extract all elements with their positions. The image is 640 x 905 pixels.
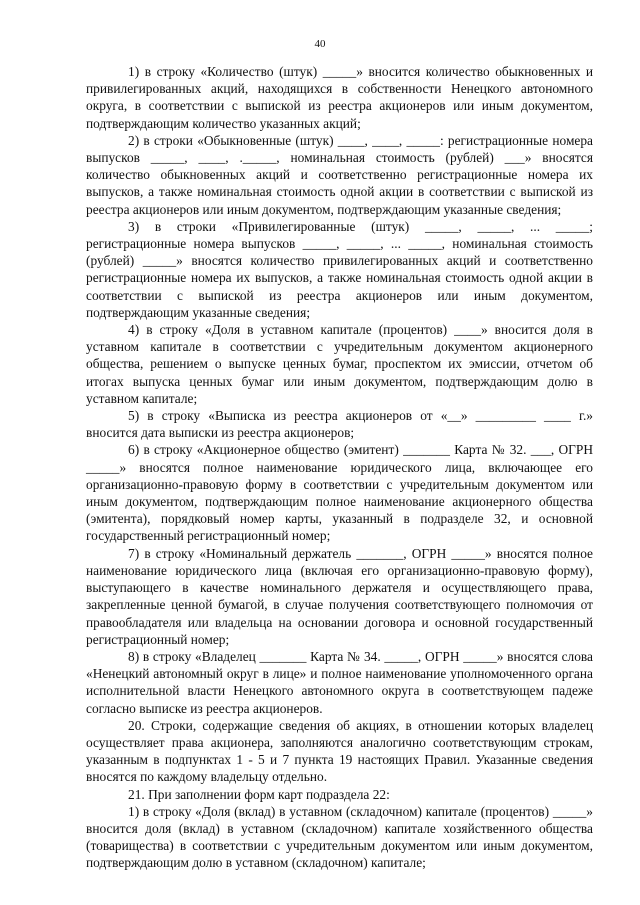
paragraph-19-3: 3) в строки «Привилегированные (штук) _____, _____, ... _____; регистрационные номера выпусков _____, _____, ... _____, номинальная стоимость (рублей) _____» вносятся количество привилегированных акций и соответственно регистрационные номера их выпусков, а также номинальная стоимость одной акции в соответствии с выпиской из реестра акционеров или иным документом, подтверждающим указанные сведения; bbox=[86, 218, 593, 320]
paragraph-19-4: 4) в строку «Доля в уставном капитале (процентов) ____» вносится доля в уставном капитале в соответствии с учредительным документом акционерного общества, решением о выпуске ценных бумаг, проспектом их эмиссии, отчетом об итогах выпуска ценных бумаг или иным документом, подтверждающим долю в уставном капитале; bbox=[86, 322, 593, 406]
paragraph-19-7: 7) в строку «Номинальный держатель _______, ОГРН _____» вносятся полное наименование юридического лица (включая его организационно-правовую форму), выступающего в качестве номинального держателя и осуществляющего права, закрепленные ценной бумагой, в случае получения соответствующего полномочия от правообладателя или владельца на основании договора и основной государственный регистрационный номер; bbox=[86, 545, 593, 647]
paragraph-19-5: 5) в строку «Выписка из реестра акционеров от «__» _________ ____ г.» вносится дата выписки из реестра акционеров; bbox=[86, 408, 593, 441]
paragraph-20: 20. Строки, содержащие сведения об акциях, в отношении которых владелец осуществляет права акционера, заполняются аналогично соответствующим строкам, указанным в подпунктах 1 - 5 и 7 пункта 19 настоящих Правил. Указанные сведения вносятся по каждому владельцу отдельно. bbox=[86, 717, 593, 785]
paragraph-19-6: 6) в строку «Акционерное общество (эмитент) _______ Карта № 32. ___, ОГРН _____» вносятся полное наименование юридического лица, включающее его организационно-правовую форму в соответствии с учредительным документом или иным документом, подтверждающим полное наименование акционерного общества (эмитента), порядковый номер карты, указанный в подразделе 32, и основной государственный регистрационный номер; bbox=[86, 442, 593, 544]
paragraph-19-2: 2) в строки «Обыкновенные (штук) ____, ____, _____: регистрационные номера выпусков _____, ____, ._____, номинальная стоимость (рублей) ___» вносятся количество обыкновенных акций и соответственно регистрационные номера их выпусков, а также номинальная стоимость одной акции в соответствии с выпиской из реестра акционеров или иным документом, подтверждающим указанные сведения; bbox=[86, 132, 593, 217]
page-number: 40 bbox=[314, 38, 326, 50]
paragraph-21-1: 1) в строку «Доля (вклад) в уставном (складочном) капитале (процентов) _____» вносится доля (вклад) в уставном (складочном) капитале хозяйственного общества (товарищества) в соответствии с учредительным документом или иным документом, подтверждающим долю в уставном (складочном) капитале; bbox=[86, 803, 593, 871]
paragraph-19-1: 1) в строку «Количество (штук) _____» вносится количество обыкновенных и привилегированных акций, находящихся в собственности Ненецкого автономного округа, в соответствии с выпиской из реестра акционеров или иным документом, подтверждающим количество указанных акций; bbox=[86, 64, 593, 131]
paragraph-19-8: 8) в строку «Владелец _______ Карта № 34. _____, ОГРН _____» вносятся слова «Ненецкий автономный округ в лице» и полное наименование уполномоченного органа исполнительной власти Ненецкого автономного округа в соответствующем падеже согласно выписке из реестра акционеров. bbox=[86, 648, 593, 716]
body-text bbox=[86, 63, 593, 872]
paragraph-21: 21. При заполнении форм карт подраздела 22: bbox=[128, 786, 390, 802]
